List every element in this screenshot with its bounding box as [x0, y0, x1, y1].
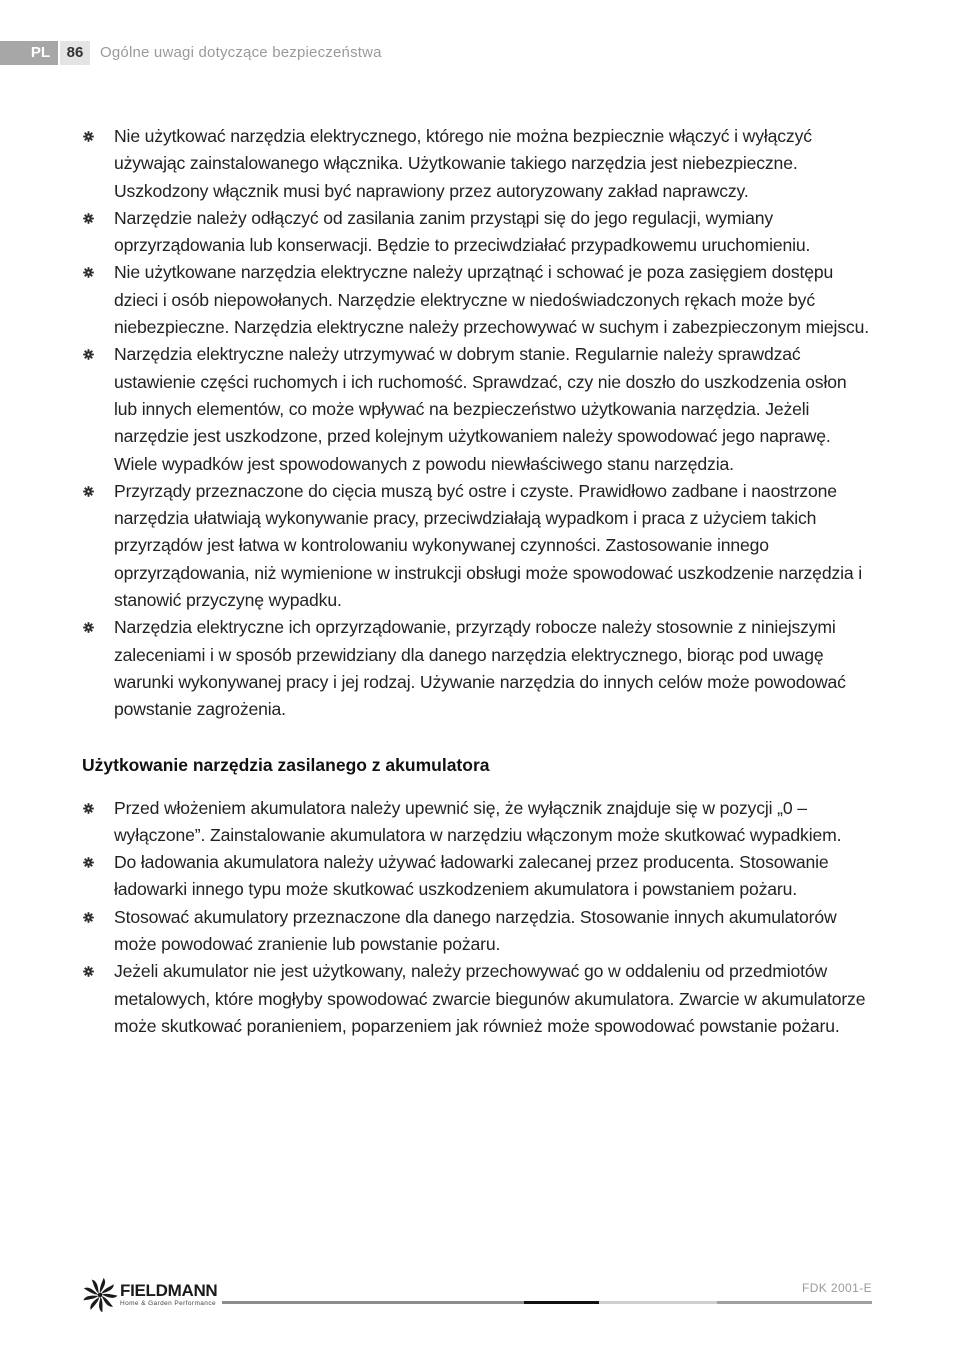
- list-item-text: Do ładowania akumulatora należy używać ładowarki zalecanej przez producenta. Stosowanie ładowarki innego typu może skutkować uszkodzeniem akumulatora i powstaniem pożaru.: [114, 852, 829, 900]
- page-number: 86: [60, 41, 90, 65]
- list-item: [82, 341, 872, 477]
- fieldmann-swirl-logo-icon: [82, 1277, 118, 1313]
- list-item: [82, 614, 872, 723]
- list-item: [82, 904, 872, 959]
- gear-bullet-icon: [83, 213, 94, 224]
- gear-bullet-icon: [83, 857, 94, 868]
- list-item-text: Nie użytkowane narzędzia elektryczne należy uprzątnąć i schować je poza zasięgiem dostępu dzieci i osób niepowołanych. Narzędzie elektryczne w niedoświadczonych rękach może być niebezpieczne. Narzędzia elektryczne należy przechowywać w suchym i zabezpieczonym miejscu.: [114, 262, 869, 338]
- list-item: [82, 205, 872, 260]
- brand-tagline: Home & Garden Performance: [120, 1300, 216, 1307]
- list-item: [82, 958, 872, 1040]
- list-item-text: Jeżeli akumulator nie jest użytkowany, należy przechowywać go w oddaleniu od przedmiotów metalowych, które mogłyby spowodować zwarcie biegunów akumulatora. Zwarcie w akumulatorze może skutkować poranieniem, poparzeniem jak również może spowodować powstanie pożaru.: [114, 961, 866, 1036]
- list-item-text: Przyrządy przeznaczone do cięcia muszą być ostre i czyste. Prawidłowo zadbane i naostrzone narzędzia ułatwiają wykonywanie pracy, przeciwdziałają wypadkom i praca z użyciem takich przyrządów jest łatwa w kontrolowaniu wykonywanej czynności. Zastosowanie innego oprzyrządowania, niż wymienione w instrukcji obsługi może spowodować uszkodzenie narzędzia i stanowić przyczynę wypadku.: [114, 480, 862, 611]
- gear-bullet-icon: [83, 267, 94, 278]
- main-content: [82, 123, 872, 1040]
- list-item-text: Narzędzie należy odłączyć od zasilania zanim przystąpi się do jego regulacji, wymiany oprzyrządowania lub konserwacji. Będzie to przeciwdziałać przypadkowemu uruchomieniu.: [114, 207, 811, 256]
- list-item-text: Narzędzia elektryczne należy utrzymywać w dobrym stanie. Regularnie należy sprawdzać ustawienie części ruchomych i ich ruchomość. Sprawdzać, czy nie doszło do uszkodzenia osłon lub innych elementów, co może wpływać na bezpieczeństwo użytkowania narzędzia. Jeżeli narzędzie jest uszkodzone, przed kolejnym użytkowaniem należy spowodować jego naprawę. Wiele wypadków jest spowodowanych z powodu niewłaściwego stanu narzędzia.: [114, 344, 847, 474]
- brand-text: [120, 1282, 217, 1308]
- list-item: [82, 849, 872, 904]
- model-number: FDK 2001-E: [801, 1281, 872, 1295]
- footer-line-dark: [524, 1301, 599, 1304]
- list-item-text: Stosować akumulatory przeznaczone dla danego narzędzia. Stosowanie innych akumulatorów może powodować zranienie lub powstanie pożaru.: [114, 906, 837, 955]
- list-item: [82, 478, 872, 614]
- footer-line-mid: [222, 1301, 524, 1304]
- gear-bullet-icon: [83, 131, 94, 142]
- list-item-text: Nie użytkować narzędzia elektrycznego, którego nie można bezpiecznie włączyć i wyłączyć używając zainstalowanego włącznika. Użytkowanie takiego narzędzia jest niebezpieczne. Uszkodzony włącznik musi być naprawiony przez autoryzowany zakład naprawczy.: [114, 126, 812, 201]
- gear-bullet-icon: [83, 966, 94, 977]
- gear-bullet-icon: [83, 622, 94, 633]
- gear-bullet-icon: [83, 803, 94, 814]
- list-item: [82, 259, 872, 341]
- brand-logo: [82, 1277, 217, 1313]
- list-item: [82, 795, 872, 850]
- language-badge: PL: [0, 41, 58, 65]
- page-header: [0, 41, 382, 65]
- safety-list-general: [82, 123, 872, 724]
- footer-line-light: [599, 1301, 717, 1304]
- battery-section-heading: Użytkowanie narzędzia zasilanego z akumulatora: [82, 754, 490, 775]
- list-item: [82, 123, 872, 205]
- list-item-text: Narzędzia elektryczne ich oprzyrządowanie, przyrządy robocze należy stosownie z niniejszymi zaleceniami i w sposób przewidziany dla danego narzędzia elektrycznego, biorąc pod uwagę warunki wykonywanej pracy i jej rodzaj. Używanie narzędzia do innych celów może powodować powstanie zagrożenia.: [114, 617, 846, 720]
- gear-bullet-icon: [83, 486, 94, 497]
- safety-list-battery: [82, 795, 872, 1041]
- list-item-text: Przed włożeniem akumulatora należy upewnić się, że wyłącznik znajduje się w pozycji „0 – wyłączone”. Zainstalowanie akumulatora w narzędziu włączonym może skutkować wypadkiem.: [114, 797, 842, 845]
- brand-name: FIELDMANN: [120, 1281, 218, 1300]
- gear-bullet-icon: [83, 349, 94, 360]
- footer-line-mid-right: [717, 1301, 872, 1304]
- gear-bullet-icon: [83, 912, 94, 923]
- section-title: Ogólne uwagi dotyczące bezpieczeństwa: [100, 44, 382, 61]
